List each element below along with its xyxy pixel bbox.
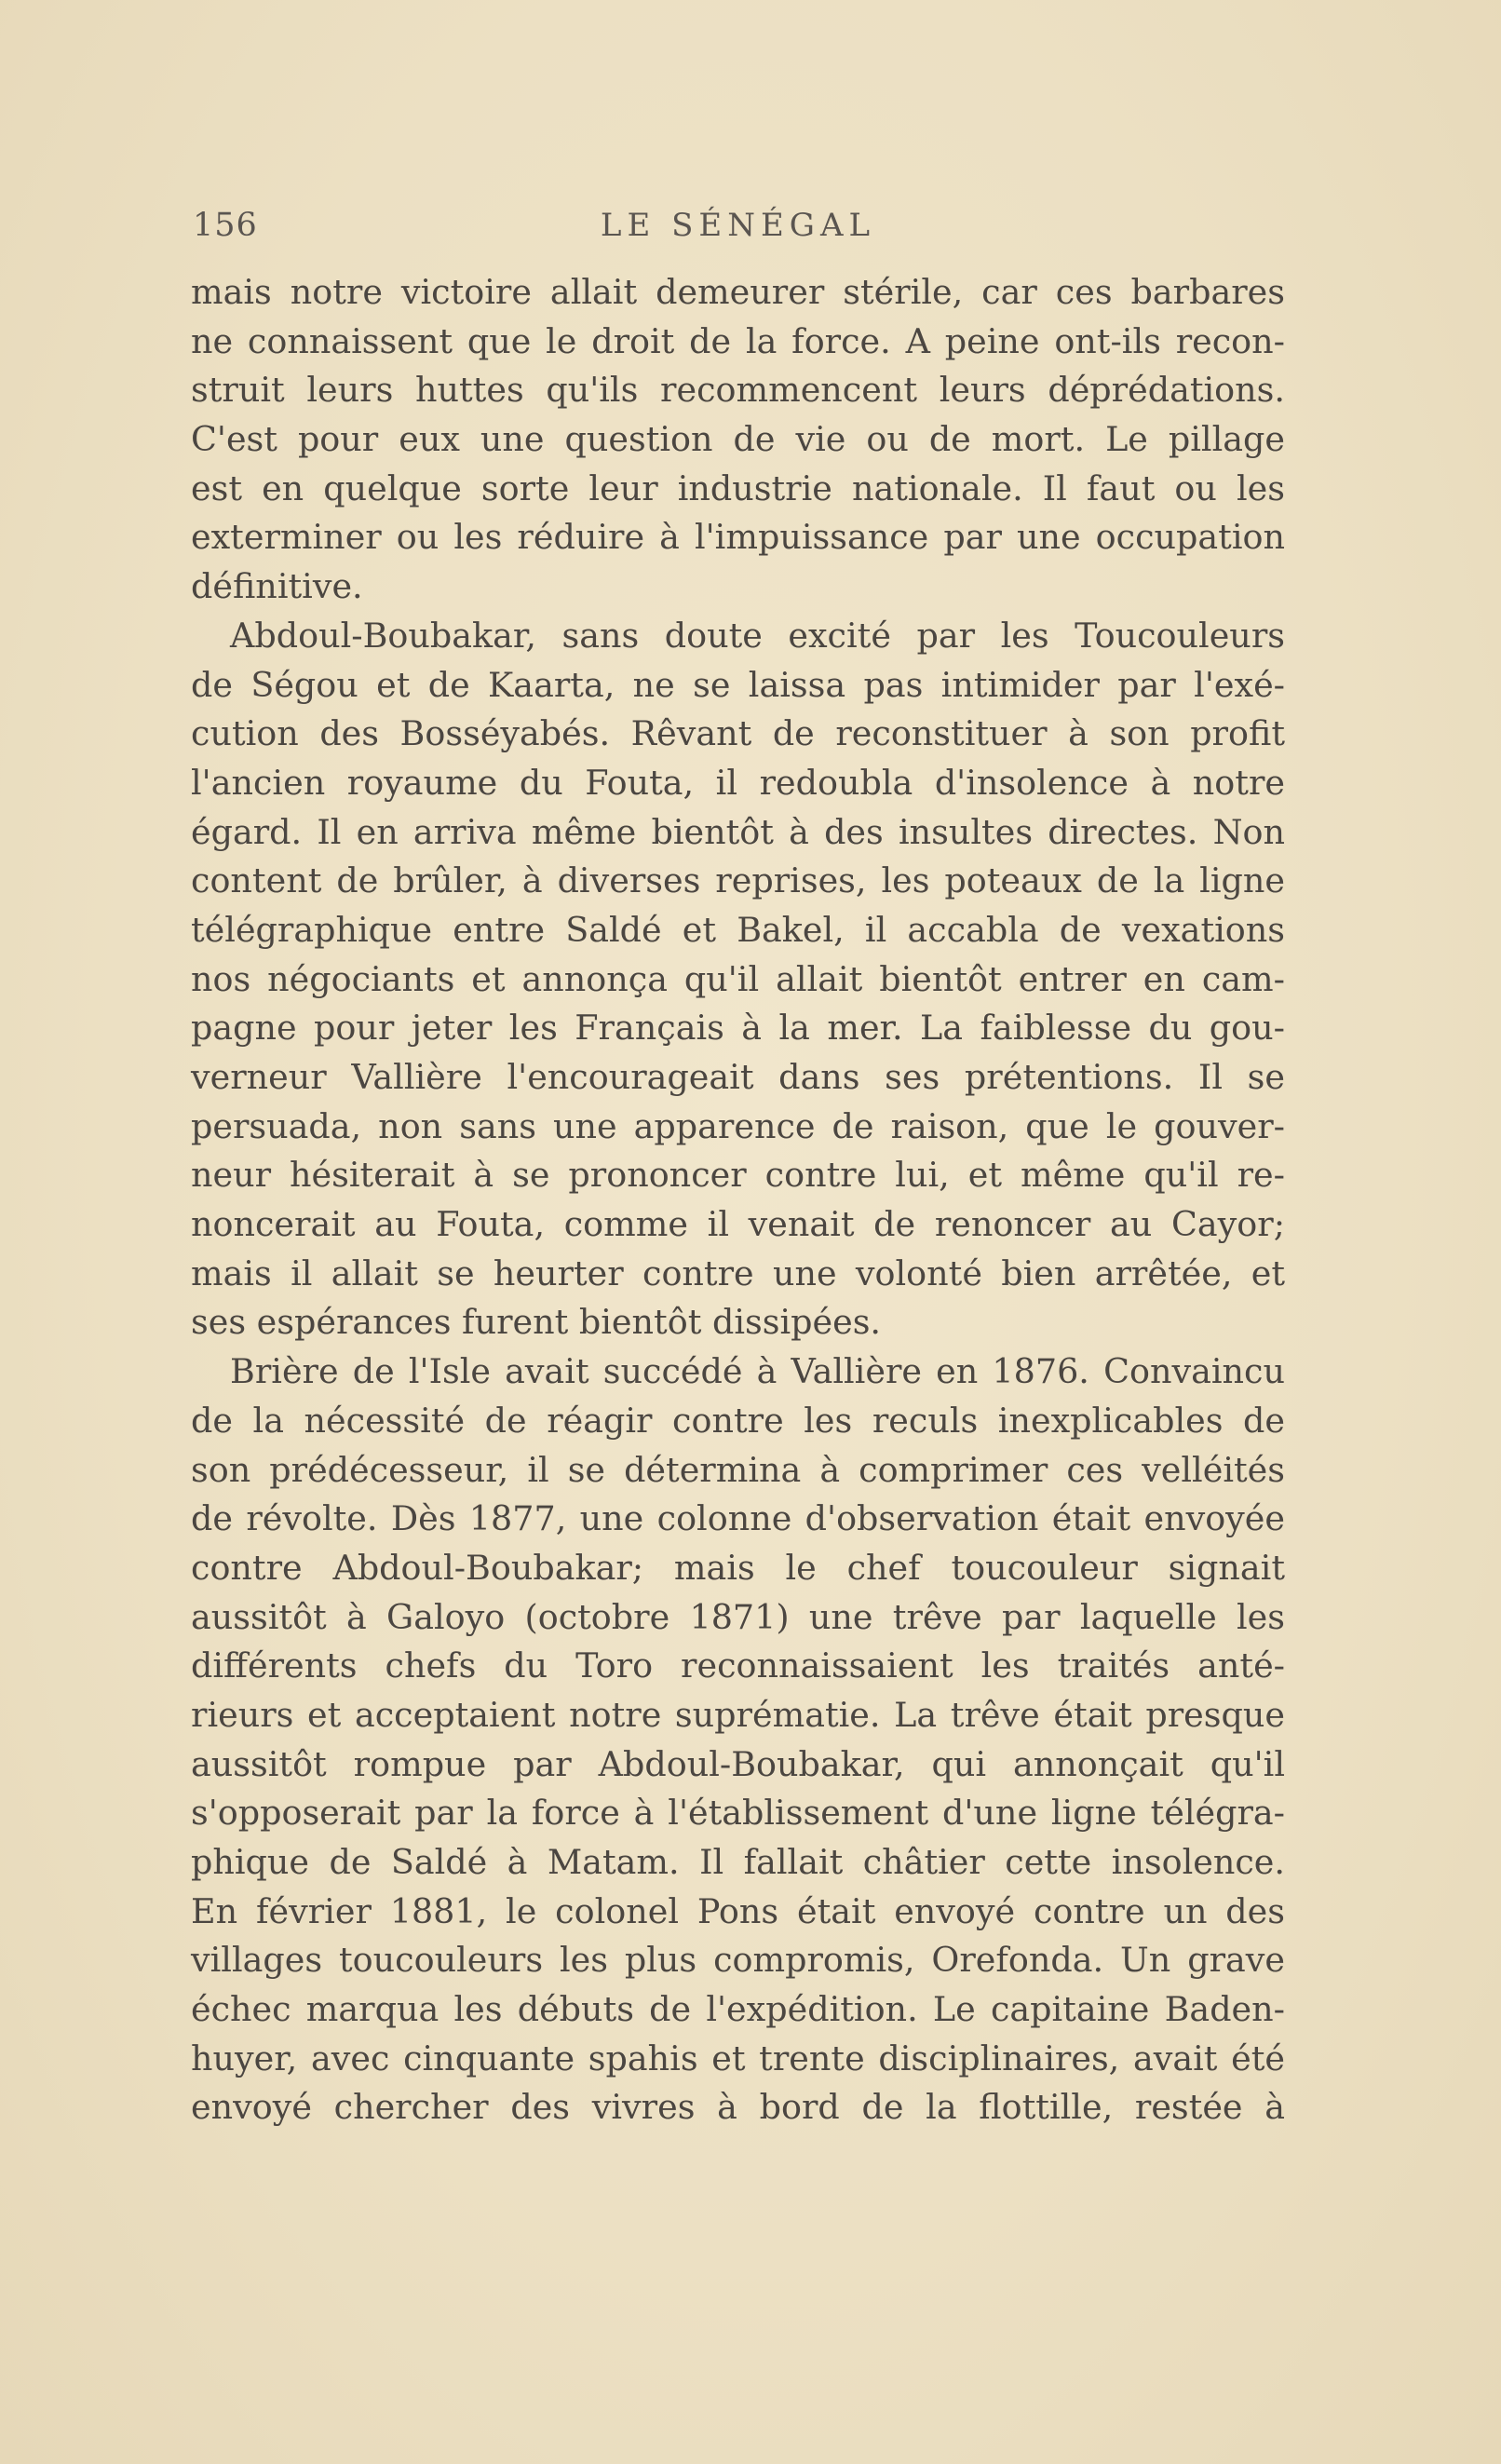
text-line: contre Abdoul-Boubakar; mais le chef toucouleur signait xyxy=(191,1547,1285,1588)
text-line: phique de Saldé à Matam. Il fallait châtier cette insolence. xyxy=(191,1842,1285,1882)
text-line: aussitôt à Galoyo (octobre 1871) une trêve par laquelle les xyxy=(191,1596,1285,1637)
text-line: verneur Vallière l'encourageait dans ses prétentions. Il se xyxy=(191,1057,1285,1097)
text-line: aussitôt rompue par Abdoul-Boubakar, qui annonçait qu'il xyxy=(191,1743,1285,1784)
text-line: C'est pour eux une question de vie ou de mort. Le pillage xyxy=(191,419,1285,460)
text-line: ne connaissent que le droit de la force. A peine ont-ils recon- xyxy=(191,320,1285,361)
running-title: LE SÉNÉGAL xyxy=(600,207,876,244)
text-line: différents chefs du Toro reconnaissaient les traités anté- xyxy=(191,1645,1285,1686)
text-line: villages toucouleurs les plus compromis, Orefonda. Un grave xyxy=(191,1940,1285,1981)
text-line: ses espérances furent bientôt dissipées. xyxy=(191,1302,882,1343)
text-line: mais il allait se heurter contre une volonté bien arrêtée, et xyxy=(191,1252,1285,1293)
page-number: 156 xyxy=(193,207,258,244)
text-line: pagne pour jeter les Français à la mer. La faiblesse du gou- xyxy=(191,1008,1285,1049)
text-line: struit leurs huttes qu'ils recommencent leurs déprédations. xyxy=(191,370,1285,411)
text-line: envoyé chercher des vivres à bord de la flottille, restée à xyxy=(191,2087,1285,2128)
text-line: échec marqua les débuts de l'expédition. Le capitaine Baden- xyxy=(191,1989,1285,2030)
text-line: l'ancien royaume du Fouta, il redoubla d'insolence à notre xyxy=(191,762,1285,803)
text-line: rieurs et acceptaient notre suprématie. La trêve était presque xyxy=(191,1694,1285,1735)
text-line: de Ségou et de Kaarta, ne se laissa pas intimider par l'exé- xyxy=(191,664,1285,705)
text-line: huyer, avec cinquante spahis et trente disciplinaires, avait été xyxy=(191,2038,1285,2078)
text-line: Brière de l'Isle avait succédé à Vallière en 1876. Convaincu xyxy=(230,1351,1285,1392)
text-line: nos négociants et annonça qu'il allait bientôt entrer en cam- xyxy=(191,958,1285,999)
text-line: s'opposerait par la force à l'établissement d'une ligne télégra- xyxy=(191,1793,1285,1834)
text-line: égard. Il en arriva même bientôt à des insultes directes. Non xyxy=(191,811,1285,852)
text-line: cution des Bosséyabés. Rêvant de reconstituer à son profit xyxy=(191,713,1285,754)
text-line: content de brûler, à diverses reprises, les poteaux de la ligne xyxy=(191,860,1285,901)
text-line: persuada, non sans une apparence de raison, que le gouver- xyxy=(191,1105,1285,1146)
text-line: son prédécesseur, il se détermina à comprimer ces velléités xyxy=(191,1449,1285,1490)
text-line: Abdoul-Boubakar, sans doute excité par les Toucouleurs xyxy=(230,615,1285,656)
text-line: En février 1881, le colonel Pons était envoyé contre un des xyxy=(191,1890,1285,1931)
body-text xyxy=(191,268,1285,2132)
text-line: exterminer ou les réduire à l'impuissance par une occupation xyxy=(191,517,1285,558)
text-line: neur hésiterait à se prononcer contre lui, et même qu'il re- xyxy=(191,1155,1285,1196)
text-line: télégraphique entre Saldé et Bakel, il accabla de vexations xyxy=(191,909,1285,950)
text-line: de révolte. Dès 1877, une colonne d'observation était envoyée xyxy=(191,1498,1285,1539)
page-header xyxy=(191,207,1285,253)
text-line: mais notre victoire allait demeurer stérile, car ces barbares xyxy=(191,272,1285,312)
text-line: de la nécessité de réagir contre les reculs inexplicables de xyxy=(191,1400,1285,1441)
text-line: est en quelque sorte leur industrie nationale. Il faut ou les xyxy=(191,467,1285,508)
text-line: définitive. xyxy=(191,566,363,607)
text-line: noncerait au Fouta, comme il venait de renoncer au Cayor; xyxy=(191,1204,1285,1245)
